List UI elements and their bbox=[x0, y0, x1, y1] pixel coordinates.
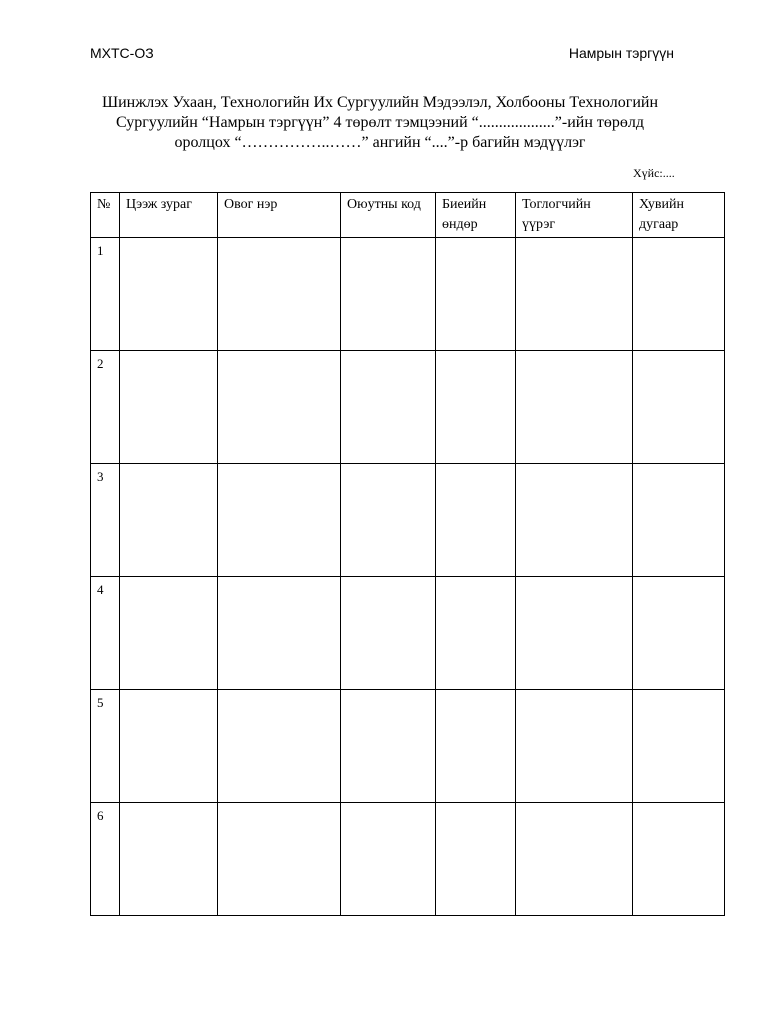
student-code-cell[interactable] bbox=[341, 803, 436, 916]
player-role-cell[interactable] bbox=[516, 577, 633, 690]
column-header-jersey-number: Хувийн дугаар bbox=[633, 193, 725, 238]
title-line-2: Сургуулийн “Намрын тэргүүн” 4 төрөлт тэмцээний “...................”-ийн төрөлд bbox=[115, 114, 644, 131]
name-cell[interactable] bbox=[218, 803, 341, 916]
table-header-row bbox=[91, 193, 725, 238]
column-header-photo: Цээж зураг bbox=[120, 193, 218, 238]
row-number: 1 bbox=[91, 238, 120, 351]
table-row bbox=[91, 238, 725, 351]
player-role-cell[interactable] bbox=[516, 464, 633, 577]
jersey-number-cell[interactable] bbox=[633, 803, 725, 916]
table-row bbox=[91, 803, 725, 916]
row-number: 2 bbox=[91, 351, 120, 464]
height-cell[interactable] bbox=[436, 690, 516, 803]
table-row bbox=[91, 690, 725, 803]
player-role-cell[interactable] bbox=[516, 238, 633, 351]
column-header-student-code: Оюутны код bbox=[341, 193, 436, 238]
student-code-cell[interactable] bbox=[341, 577, 436, 690]
photo-cell[interactable] bbox=[120, 577, 218, 690]
document-title bbox=[80, 93, 680, 153]
jersey-number-cell[interactable] bbox=[633, 238, 725, 351]
column-header-height: Биеийн өндөр bbox=[436, 193, 516, 238]
height-cell[interactable] bbox=[436, 577, 516, 690]
name-cell[interactable] bbox=[218, 577, 341, 690]
player-role-cell[interactable] bbox=[516, 803, 633, 916]
height-cell[interactable] bbox=[436, 351, 516, 464]
name-cell[interactable] bbox=[218, 464, 341, 577]
name-cell[interactable] bbox=[218, 690, 341, 803]
height-cell[interactable] bbox=[436, 238, 516, 351]
photo-cell[interactable] bbox=[120, 238, 218, 351]
photo-cell[interactable] bbox=[120, 464, 218, 577]
document-code: МХТС-ОЗ bbox=[90, 45, 154, 61]
team-roster-table bbox=[90, 192, 725, 916]
column-header-name: Овог нэр bbox=[218, 193, 341, 238]
row-number: 5 bbox=[91, 690, 120, 803]
name-cell[interactable] bbox=[218, 351, 341, 464]
height-cell[interactable] bbox=[436, 464, 516, 577]
table-row bbox=[91, 464, 725, 577]
column-header-number: № bbox=[91, 193, 120, 238]
row-number: 6 bbox=[91, 803, 120, 916]
student-code-cell[interactable] bbox=[341, 238, 436, 351]
jersey-number-cell[interactable] bbox=[633, 464, 725, 577]
title-line-3: оролцох “……………..……” ангийн “....”-р багийн мэдүүлэг bbox=[174, 134, 586, 151]
table-row bbox=[91, 577, 725, 690]
photo-cell[interactable] bbox=[120, 351, 218, 464]
column-header-player-role: Тоглогчийн үүрэг bbox=[516, 193, 633, 238]
row-number: 3 bbox=[91, 464, 120, 577]
row-number: 4 bbox=[91, 577, 120, 690]
photo-cell[interactable] bbox=[120, 690, 218, 803]
player-role-cell[interactable] bbox=[516, 690, 633, 803]
jersey-number-cell[interactable] bbox=[633, 577, 725, 690]
title-line-1: Шинжлэх Ухаан, Технологийн Их Сургуулийн Мэдээлэл, Холбооны Технологийн bbox=[101, 94, 659, 111]
name-cell[interactable] bbox=[218, 238, 341, 351]
student-code-cell[interactable] bbox=[341, 690, 436, 803]
document-header-title: Намрын тэргүүн bbox=[568, 45, 674, 61]
table-row bbox=[91, 351, 725, 464]
jersey-number-cell[interactable] bbox=[633, 351, 725, 464]
height-cell[interactable] bbox=[436, 803, 516, 916]
student-code-cell[interactable] bbox=[341, 464, 436, 577]
student-code-cell[interactable] bbox=[341, 351, 436, 464]
player-role-cell[interactable] bbox=[516, 351, 633, 464]
jersey-number-cell[interactable] bbox=[633, 690, 725, 803]
photo-cell[interactable] bbox=[120, 803, 218, 916]
gender-field: Хүйс:.... bbox=[633, 166, 675, 180]
